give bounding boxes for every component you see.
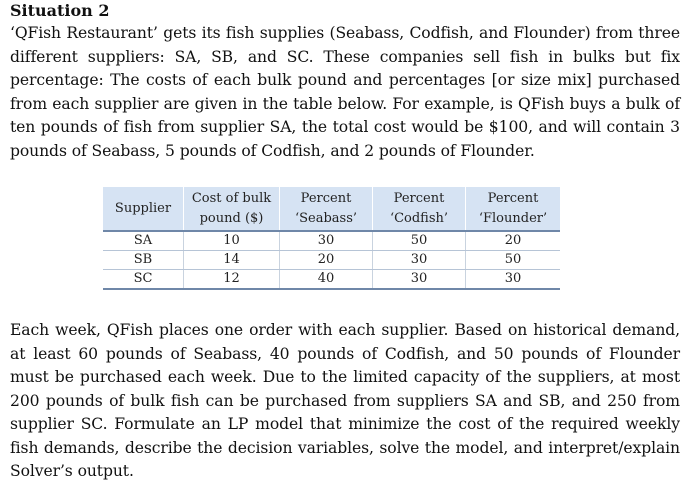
header-codfish-line1: Percent: [393, 190, 445, 206]
cell-seabass: 40: [280, 270, 373, 290]
header-flounder-line2: ‘Flounder’: [478, 210, 548, 226]
header-flounder-line1: Percent: [487, 190, 539, 206]
cell-supplier: SB: [103, 251, 184, 270]
table-header-row: [103, 187, 560, 231]
cell-seabass: 20: [280, 251, 373, 270]
task-paragraph: Each week, QFish places one order with each supplier. Based on historical demand, at least 60 pounds of Seabass, 40 pounds of Codfish, and 50 pounds of Flounder must be purchased each week. Due to the limited capacity of the suppliers, at most 200 pounds of bulk fish can be purchased from suppliers SA and SB, and 250 from supplier SC. Formulate an LP model that minimize the cost of the required weekly fish demands, describe the decision variables, solve the model, and interpret/explain Solver’s output.: [10, 321, 680, 480]
cell-codfish: 50: [373, 231, 466, 251]
cell-supplier: SC: [103, 270, 184, 290]
header-cost: [184, 187, 280, 231]
cell-supplier: SA: [103, 231, 184, 251]
header-codfish: [373, 187, 466, 231]
cell-flounder: 30: [466, 270, 561, 290]
cell-codfish: 30: [373, 270, 466, 290]
section-heading: Situation 2: [10, 1, 110, 20]
table-row: [103, 231, 560, 251]
table-row: [103, 270, 560, 290]
cell-seabass: 30: [280, 231, 373, 251]
cell-cost: 10: [184, 231, 280, 251]
header-codfish-line2: ‘Codfish’: [389, 210, 449, 226]
cell-cost: 12: [184, 270, 280, 290]
table-row: [103, 251, 560, 270]
cell-codfish: 30: [373, 251, 466, 270]
cell-flounder: 20: [466, 231, 561, 251]
intro-paragraph: ‘QFish Restaurant’ gets its fish supplies (Seabass, Codfish, and Flounder) from three different suppliers: SA, SB, and SC. These companies sell fish in bulks but fix percentage: The costs of each bulk pound and percentages [or size mix] purchased from each supplier are given in the table below. For example, is QFish buys a bulk of ten pounds of fish from supplier SA, the total cost would be $100, and will contain 3 pounds of Seabass, 5 pounds of Codfish, and 2 pounds of Flounder.: [10, 24, 680, 160]
header-seabass-line2: ‘Seabass’: [294, 210, 358, 226]
header-seabass: [280, 187, 373, 231]
cell-flounder: 50: [466, 251, 561, 270]
header-supplier: [103, 187, 184, 231]
cell-cost: 14: [184, 251, 280, 270]
header-cost-line2: pound ($): [199, 210, 264, 226]
header-supplier-label: Supplier: [114, 200, 172, 216]
supplier-table: [103, 187, 560, 290]
header-seabass-line1: Percent: [300, 190, 352, 206]
header-cost-line1: Cost of bulk: [191, 190, 272, 206]
header-flounder: [466, 187, 561, 231]
